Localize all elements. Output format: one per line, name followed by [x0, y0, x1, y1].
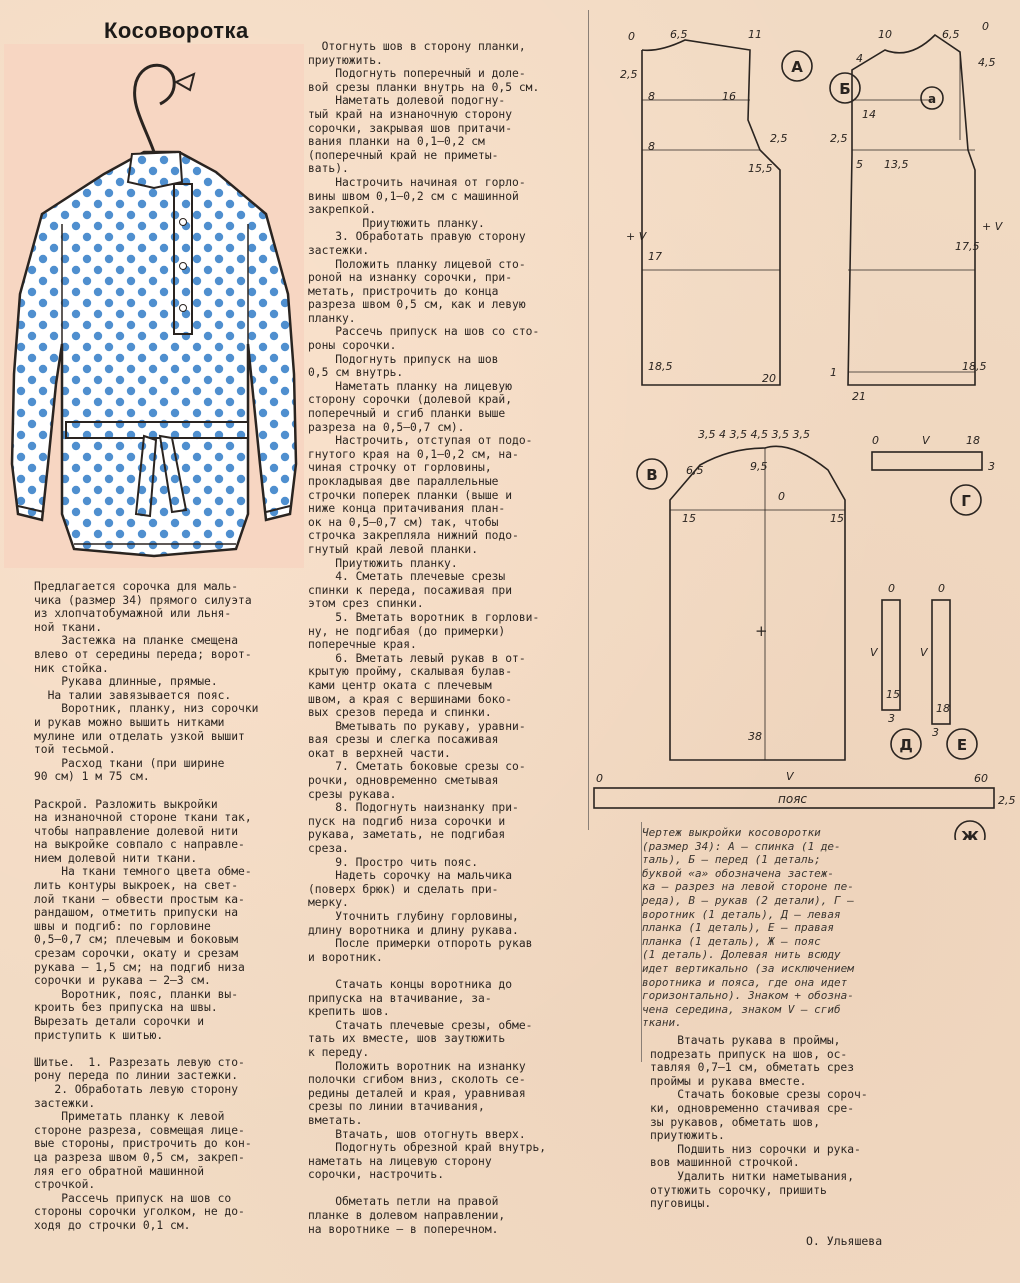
text-line: вины швом 0,1—0,2 см с машинной: [308, 189, 519, 203]
text-line: приступить к шитью.: [34, 1028, 164, 1042]
pattern-caption: [642, 826, 912, 1030]
a-dim-20: 20: [762, 372, 776, 385]
e-dim-v: V: [920, 646, 928, 659]
middle-text-column: [308, 40, 583, 1236]
text-line: пуск на подгиб низа сорочки и: [308, 814, 506, 828]
text-line: Подогнуть припуск на шов: [308, 352, 499, 366]
text-line: нием долевой нити ткани.: [34, 851, 198, 865]
a-dim-plus: + V: [626, 230, 647, 243]
b-dim-14: 14: [862, 108, 876, 121]
text-line: ходя до строчки 0,1 см.: [34, 1218, 191, 1232]
text-line: ками центр оката с плечевым: [308, 678, 492, 692]
text-line: На талии завязывается пояс.: [34, 688, 232, 702]
text-line: рону переда по линии застежки.: [34, 1069, 239, 1083]
text-line: срезы рукава.: [308, 787, 397, 801]
text-line: 7. Сметать боковые срезы со-: [308, 760, 526, 774]
text-line: кроить без припуска на швы.: [34, 1001, 218, 1015]
text-line: Обметать петли на правой: [308, 1195, 499, 1209]
text-line: 9. Простро чить пояс.: [308, 855, 479, 869]
text-line: Шитье. 1. Разрезать левую сто-: [34, 1055, 245, 1069]
text-line: крепить шов.: [308, 1005, 390, 1019]
text-line: мулине или отделать узкой вышит: [34, 729, 245, 743]
text-line: швом, а края с вершинами боко-: [308, 692, 513, 706]
text-line: строчка закрепляла нижний подо-: [308, 529, 519, 543]
text-line: Отогнуть шов в сторону планки,: [308, 40, 526, 53]
b-dim-1: 1: [830, 366, 837, 379]
a-dim-185: 18,5: [648, 360, 673, 373]
b-dim-plusv: + V: [982, 220, 1003, 233]
a-dim-25: 2,5: [770, 132, 788, 145]
author-signature: О. Ульяшева: [806, 1234, 883, 1248]
text-line: 90 см) 1 м 75 см.: [34, 770, 150, 784]
text-line: Положить планку лицевой сто-: [308, 257, 526, 271]
text-line: зы рукавов, обметать шов,: [650, 1115, 821, 1129]
text-line: из хлопчатобумажной или льня-: [34, 607, 232, 621]
text-line: Воротник, планку, низ сорочки: [34, 702, 259, 716]
text-line: На ткани темного цвета обме-: [34, 865, 252, 879]
text-line: роны сорочки.: [308, 339, 397, 353]
text-line: ну, не подгибая (до примерки): [308, 624, 506, 638]
text-line: поперечные края.: [308, 638, 417, 652]
text-line: ниже конца притачивания план-: [308, 502, 506, 516]
text-line: [308, 1182, 583, 1196]
text-line: на изнаночной стороне ткани так,: [34, 811, 252, 825]
text-line: 2. Обработать левую сторону: [34, 1082, 239, 1096]
text-line: швы и подгиб: по горловине: [34, 919, 211, 933]
text-line: тавляя 0,7—1 см, обметать срез: [650, 1061, 855, 1075]
d-dim-15: 15: [886, 688, 900, 701]
text-line: Воротник, пояс, планки вы-: [34, 987, 239, 1001]
text-line: После примерки отпороть рукав: [308, 937, 533, 951]
shirt-drawing: [4, 44, 304, 568]
belt-label: пояс: [778, 792, 808, 806]
v-dim-0: 0: [778, 490, 785, 503]
text-line: вой срезы планки внутрь на 0,5 см.: [308, 80, 540, 94]
text-line: планка (1 деталь), Е — правая: [642, 921, 835, 935]
text-line: (поверх брюк) и сделать при-: [308, 882, 499, 896]
text-line: сорочки, настрочить.: [308, 1168, 445, 1182]
belt-dim-0: 0: [596, 772, 603, 785]
text-line: тать их вместе, шов заутюжить: [308, 1032, 506, 1046]
b-dim-185: 18,5: [962, 360, 987, 373]
text-line: вметать.: [308, 1113, 363, 1127]
text-line: реда), В — рукав (2 детали), Г —: [642, 893, 854, 907]
g-dim-v: V: [922, 434, 930, 447]
text-line: Рукава длинные, прямые.: [34, 675, 218, 689]
text-line: приутюжить.: [650, 1129, 725, 1143]
text-line: гнутый край левой планки.: [308, 542, 479, 556]
g-dim-18: 18: [966, 434, 980, 447]
text-line: чена середина, знаком V — сгиб: [642, 1002, 841, 1016]
text-line: Удалить нитки наметывания,: [650, 1169, 855, 1183]
text-line: ной ткани.: [34, 620, 103, 634]
b-dim-135: 13,5: [884, 158, 909, 171]
text-line: стороне разреза, совмещая лице-: [34, 1123, 245, 1137]
text-line: вая срезы и слегка посаживая: [308, 733, 499, 747]
text-line: Предлагается сорочка для маль-: [34, 580, 239, 593]
text-line: разреза швом 0,5 см, как и левую: [308, 298, 526, 312]
text-line: роной на изнанку сорочки, при-: [308, 271, 513, 285]
text-line: ца разреза швом 0,5 см, закреп-: [34, 1150, 245, 1164]
text-line: Раскрой. Разложить выкройки: [34, 797, 218, 811]
text-line: вать).: [308, 162, 349, 176]
e-dim-18: 18: [936, 702, 950, 715]
v-dim-65: 6,5: [686, 464, 704, 477]
text-line: воротника и пояса, где она идет: [642, 975, 848, 989]
text-line: метать, пристрочить до конца: [308, 284, 499, 298]
text-line: планку.: [308, 311, 356, 325]
label-d: Д: [899, 736, 913, 754]
v-dim-15b: 15: [830, 512, 844, 525]
a-dim-11: 11: [748, 28, 762, 41]
d-dim-3: 3: [888, 712, 895, 725]
belt-dim-v: V: [786, 770, 794, 783]
left-text-column: [34, 580, 294, 1233]
b-dim-0: 0: [982, 20, 989, 33]
text-line: чтобы направление долевой нити: [34, 824, 239, 838]
text-line: (размер 34): А — спинка (1 де-: [642, 839, 841, 853]
label-v: В: [646, 466, 658, 484]
text-line: Стачать плечевые срезы, обме-: [308, 1018, 533, 1032]
d-dim-v: V: [870, 646, 878, 659]
text-line: 6. Вметать левый рукав в от-: [308, 651, 526, 665]
e-dim-3: 3: [932, 726, 939, 739]
text-line: подрезать припуск на шов, ос-: [650, 1047, 848, 1061]
a-dim-left: 2,5: [620, 68, 638, 81]
text-line: Расход ткани (при ширине: [34, 756, 225, 770]
text-line: гнутого края на 0,1—0,2 см, на-: [308, 447, 519, 461]
text-line: Застежка на планке смещена: [34, 634, 239, 648]
text-line: Вырезать детали сорочки и: [34, 1015, 205, 1028]
text-line: разреза на 0,5—0,7 см).: [308, 420, 465, 434]
text-line: вов машинной строчкой.: [650, 1156, 800, 1170]
text-line: к переду.: [308, 1045, 370, 1059]
a-dim-8b: 8: [648, 140, 655, 153]
text-line: Настрочить, отступая от подо-: [308, 434, 533, 448]
text-line: проймы и рукава вместе.: [650, 1074, 807, 1088]
text-line: ляя его обратной машинной: [34, 1164, 205, 1178]
label-a: А: [791, 58, 803, 76]
text-line: буквой «а» обозначена застеж-: [642, 866, 835, 880]
v-dim-top: 3,5 4 3,5 4,5 3,5 3,5: [698, 428, 810, 441]
pattern-svg: [590, 0, 1020, 840]
text-line: Рассечь припуск на шов со: [34, 1191, 232, 1205]
text-line: ткани.: [642, 1016, 682, 1030]
text-line: Приутюжить планку.: [308, 556, 458, 570]
a-dim-65: 6,5: [670, 28, 688, 41]
text-line: 8. Подогнуть наизнанку при-: [308, 801, 519, 815]
text-line: рочки, одновременно сметывая: [308, 774, 499, 788]
text-line: [308, 964, 583, 978]
text-line: редины деталей и края, уравнивая: [308, 1086, 526, 1100]
text-line: планке в долевом направлении,: [308, 1209, 506, 1223]
text-line: приутюжить.: [308, 53, 383, 67]
text-line: лой ткани — обвести простым ка-: [34, 892, 245, 906]
a-dim-0: 0: [628, 30, 635, 43]
text-line: среза.: [308, 842, 349, 856]
text-line: 0,5—0,7 см; плечевым и боковым: [34, 933, 239, 947]
text-line: Надеть сорочку на мальчика: [308, 869, 513, 883]
text-line: поперечный и сгиб планки выше: [308, 407, 506, 421]
label-zh: Ж: [960, 828, 980, 840]
b-dim-175: 17,5: [955, 240, 980, 253]
text-line: сторону сорочки (долевой край,: [308, 393, 513, 407]
text-line: Чертеж выкройки косоворотки: [642, 826, 821, 839]
text-line: длину воротника и длину рукава.: [308, 923, 519, 937]
text-line: рандашом, отметить припуски на: [34, 906, 239, 920]
text-line: горизонтально). Знаком + обозна-: [642, 989, 854, 1003]
text-line: Стачать боковые срезы сороч-: [650, 1088, 868, 1102]
text-line: строчкой.: [34, 1178, 96, 1192]
text-line: влево от середины переда; ворот-: [34, 647, 252, 661]
text-line: Подогнуть поперечный и доле-: [308, 67, 526, 81]
label-a-small: а: [927, 92, 937, 106]
text-line: Приутюжить планку.: [308, 216, 485, 230]
text-line: ка — разрез на левой стороне пе-: [642, 880, 854, 894]
text-line: Втачать, шов отогнуть вверх.: [308, 1127, 526, 1141]
text-line: окат в верхней части.: [308, 746, 451, 760]
text-line: 4. Сметать плечевые срезы: [308, 570, 506, 584]
label-e: Е: [956, 736, 968, 754]
text-line: (поперечный край не приметы-: [308, 148, 499, 162]
v-dim-15a: 15: [682, 512, 696, 525]
text-line: вания планки на 0,1—0,2 см: [308, 135, 485, 149]
b-dim-45: 4,5: [978, 56, 996, 69]
text-line: рукава, заметать, не подгибая: [308, 828, 506, 842]
b-dim-4: 4: [856, 52, 863, 65]
text-line: 3. Обработать правую сторону: [308, 230, 526, 244]
text-line: ок на 0,5—0,7 см) так, чтобы: [308, 515, 499, 529]
text-line: застежки.: [34, 1096, 96, 1110]
text-line: Приметать планку к левой: [34, 1110, 225, 1124]
text-line: Наметать долевой подогну-: [308, 94, 506, 108]
text-line: планка (1 деталь), Ж — пояс: [642, 934, 821, 948]
text-line: ник стойка.: [34, 661, 109, 675]
text-line: Подшить низ сорочки и рука-: [650, 1142, 861, 1156]
v-dim-95: 9,5: [750, 460, 768, 473]
v-dim-38: 38: [748, 730, 762, 743]
b-dim-25: 2,5: [830, 132, 848, 145]
text-line: отутюжить сорочку, пришить: [650, 1183, 827, 1197]
text-line: наметать на лицевую сторону: [308, 1154, 492, 1168]
text-line: пуговицы.: [650, 1197, 712, 1211]
text-line: таль), Б — перед (1 деталь;: [642, 853, 821, 867]
text-line: сорочки и рукава — 2—3 см.: [34, 974, 211, 988]
text-line: рукава — 1,5 см; на подгиб низа: [34, 960, 245, 974]
text-line: воротник (1 деталь), Д — левая: [642, 907, 841, 921]
text-line: Положить воротник на изнанку: [308, 1059, 526, 1073]
belt-dim-60: 60: [974, 772, 988, 785]
text-line: срезам сорочки, окату и срезам: [34, 947, 239, 961]
text-line: спинки к переда, посаживая при: [308, 583, 513, 597]
text-line: и рукав можно вышить нитками: [34, 715, 225, 729]
e-dim-0: 0: [938, 582, 945, 595]
text-line: Вметывать по рукаву, уравни-: [308, 719, 526, 733]
text-line: Наметать планку на лицевую: [308, 379, 513, 393]
text-line: этом срез спинки.: [308, 597, 424, 611]
text-line: идет вертикально (за исключением: [642, 961, 854, 975]
g-dim-3: 3: [988, 460, 995, 473]
a-dim-8: 8: [648, 90, 655, 103]
pattern-drawings: [590, 0, 1020, 844]
text-line: (1 деталь). Долевая нить всюду: [642, 948, 841, 962]
text-line: застежки.: [308, 243, 370, 257]
page-title: Косоворотка: [104, 18, 249, 43]
text-line: строчки поперек планки (выше и: [308, 488, 513, 502]
b-dim-5: 5: [856, 158, 863, 171]
a-dim-16: 16: [722, 90, 736, 103]
text-line: Втачать рукава в проймы,: [650, 1034, 841, 1047]
text-line: Уточнить глубину горловины,: [308, 910, 519, 923]
a-dim-155: 15,5: [748, 162, 773, 175]
text-line: припуска на втачивание, за-: [308, 991, 492, 1005]
text-line: прокладывая две параллельные: [308, 475, 499, 488]
belt-dim-25: 2,5: [998, 794, 1016, 807]
text-line: на воротнике — в поперечном.: [308, 1222, 499, 1236]
text-line: закрепкой.: [308, 203, 377, 217]
text-line: Настрочить начиная от горло-: [308, 175, 526, 189]
text-line: вые стороны, пристрочить до кон-: [34, 1137, 252, 1151]
right-text-column: [650, 1034, 910, 1211]
b-dim-65: 6,5: [942, 28, 960, 41]
text-line: Рассечь припуск на шов со сто-: [308, 325, 540, 339]
a-dim-17: 17: [648, 250, 662, 263]
b-dim-21: 21: [852, 390, 866, 403]
d-dim-0: 0: [888, 582, 895, 595]
text-line: 0,5 см внутрь.: [308, 366, 404, 380]
text-line: лить контуры выкроек, на свет-: [34, 879, 239, 893]
text-line: чиная строчку от горловины,: [308, 461, 492, 475]
text-line: ки, одновременно стачивая сре-: [650, 1101, 855, 1115]
text-line: Подогнуть обрезной край внутрь,: [308, 1141, 547, 1155]
shirt-illustration: [4, 44, 304, 568]
text-line: стороны сорочки уголком, не до-: [34, 1205, 245, 1219]
text-line: крытую пройму, скалывая булав-: [308, 665, 513, 679]
text-line: полочки сгибом вниз, сколоть се-: [308, 1073, 526, 1087]
v-dim-plus: +: [755, 622, 768, 640]
text-line: [34, 1042, 294, 1056]
text-line: 5. Вметать воротник в горлови-: [308, 610, 540, 624]
label-g: Г: [961, 492, 971, 510]
text-line: чика (размер 34) прямого силуэта: [34, 593, 252, 607]
label-b: Б: [839, 80, 851, 98]
text-line: сорочки, закрывая шов притачи-: [308, 121, 513, 135]
text-line: срезы по линии втачивания,: [308, 1100, 485, 1114]
text-line: на выкройке совпало с направле-: [34, 838, 245, 852]
text-line: вых срезов переда и спинки.: [308, 706, 492, 720]
text-line: [34, 784, 294, 798]
text-line: тый край на изнаночную сторону: [308, 107, 513, 121]
text-line: той тесьмой.: [34, 743, 116, 757]
b-dim-10: 10: [878, 28, 892, 41]
text-line: и воротник.: [308, 950, 383, 964]
text-line: мерку.: [308, 896, 349, 910]
text-line: Стачать концы воротника до: [308, 977, 513, 991]
g-dim-0: 0: [872, 434, 879, 447]
